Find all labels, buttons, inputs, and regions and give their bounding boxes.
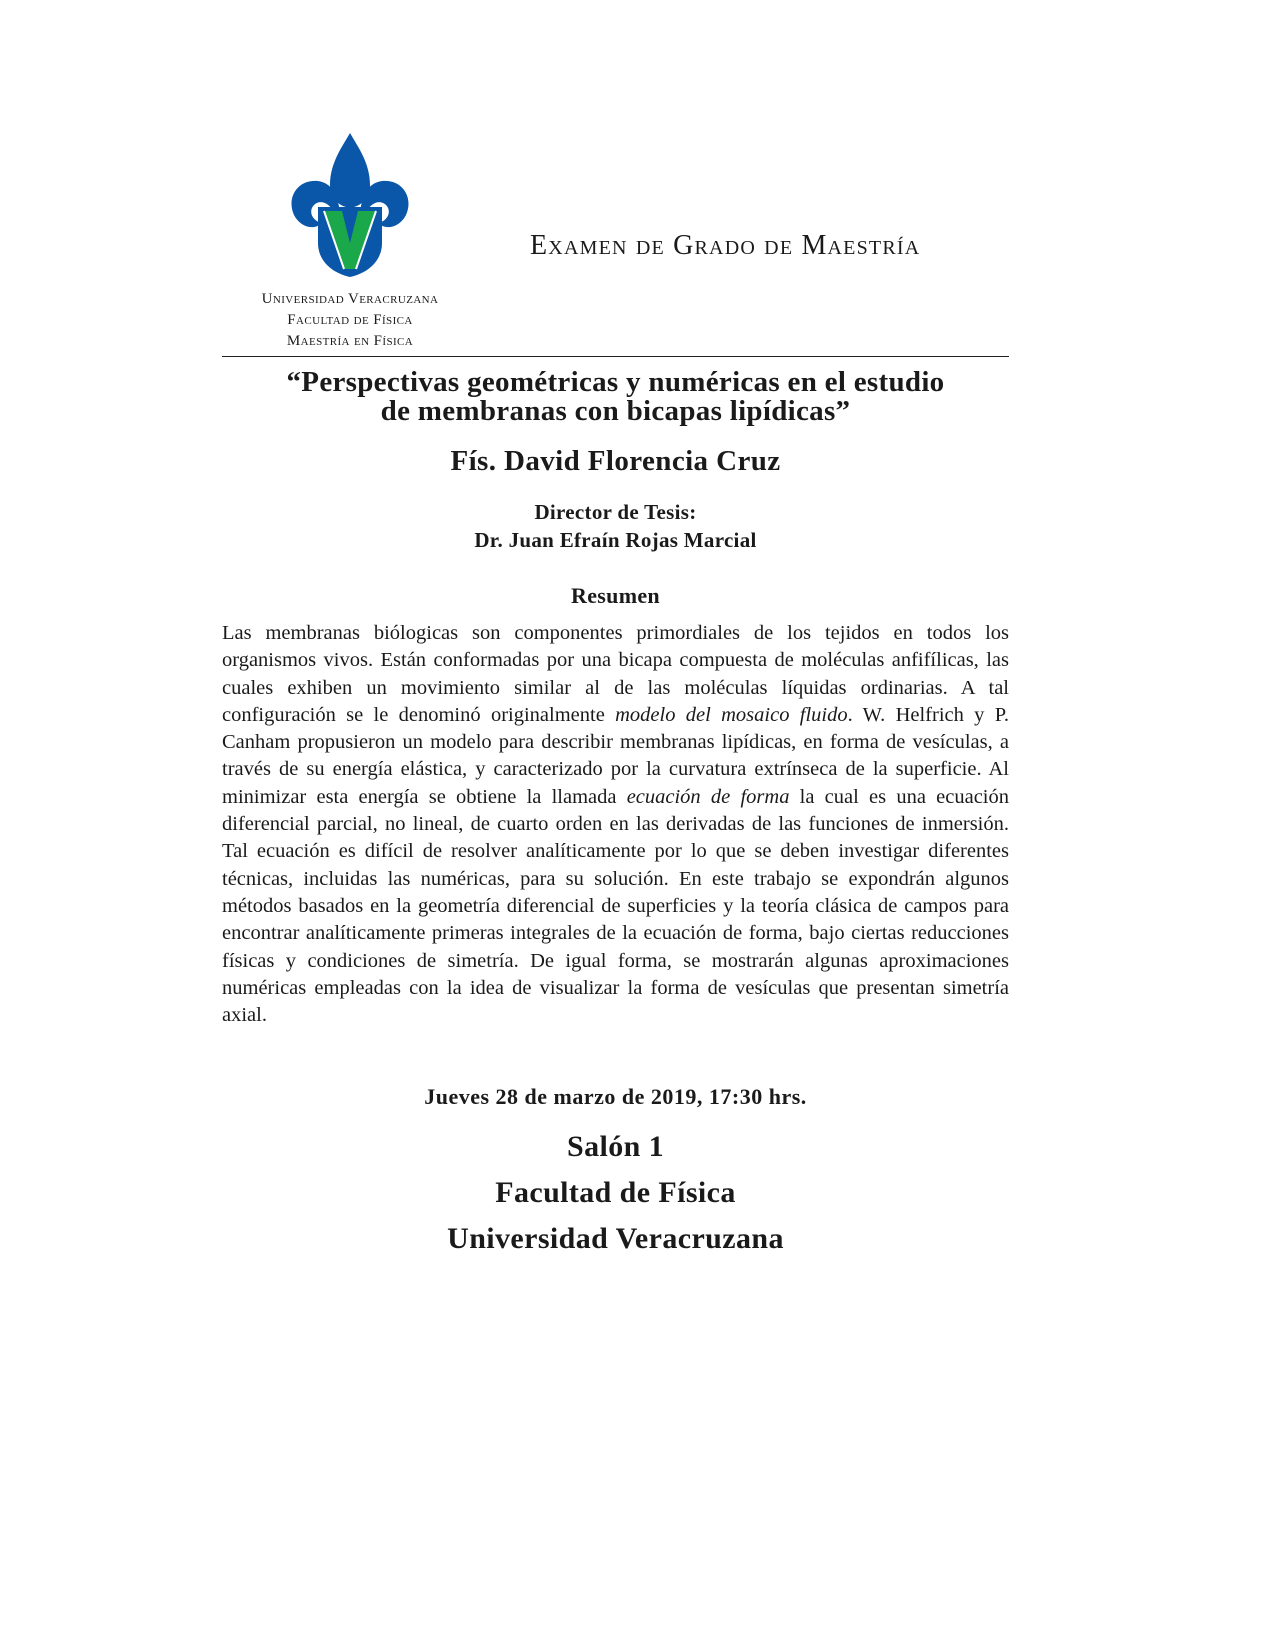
event-venue: [222, 1124, 1009, 1262]
event-date-time: Jueves 28 de marzo de 2019, 17:30 hrs.: [424, 1084, 807, 1109]
header-divider: [222, 356, 1009, 357]
thesis-title: [222, 368, 1009, 426]
university-block: [200, 289, 500, 352]
venue-room: Salón 1: [566, 1130, 664, 1163]
abstract-emphasis-2: ecuación de forma: [626, 785, 790, 808]
exam-title: Examen de Grado de Maestría: [530, 230, 921, 261]
program-name: Maestría en Física: [286, 333, 414, 349]
fleur-de-lis-v-logo-icon: [290, 133, 410, 277]
abstract-body: [222, 620, 1009, 1029]
university-name: Universidad Veracruzana: [261, 291, 439, 307]
abstract-emphasis-1: modelo del mosaico fluido: [615, 703, 848, 726]
abstract-heading: Resumen: [571, 583, 660, 608]
abstract-text-2: . W. Helfrich y P. Canham propusieron un modelo para describir membranas lipídicas, en forma de vesículas, a través de su energía elástica, y caracterizado por la curvatura extrínseca de la superficie. Al minimizar esta energía se obtiene la llamada: [222, 703, 1009, 808]
thesis-title-line1: “Perspectivas geométricas y numéricas en el estudio: [286, 366, 945, 398]
director-label: Director de Tesis:: [534, 500, 697, 524]
faculty-name: Facultad de Física: [287, 312, 413, 328]
abstract-text-3: la cual es una ecuación diferencial parcial, no lineal, de cuarto orden en las derivadas de las funciones de inmersión. Tal ecuación es difícil de resolver analíticamente por lo que se deben investigar diferentes técnicas, incluidas las numéricas, para su solución. En este trabajo se expondrán algunos métodos basados en la geometría diferencial de superficies y la teoría clásica de campos para encontrar analíticamente primeras integrales de la ecuación de forma, bajo ciertas reducciones físicas y condiciones de simetría. De igual forma, se mostrarán algunas aproximaciones numéricas empleadas con la idea de visualizar la forma de vesículas que presentan simetría axial.: [222, 785, 1009, 1027]
director-name: Dr. Juan Efraín Rojas Marcial: [474, 528, 757, 552]
abstract-text-1: Las membranas biólogicas son componentes primordiales de los tejidos en todos los organismos vivos. Están conformadas por una bicapa compuesta de moléculas anfifílicas, las cuales exhiben un movimiento similar al de las moléculas líquidas ordinarias. A tal configuración se le denominó originalmente: [222, 622, 1009, 726]
venue-university: Universidad Veracruzana: [447, 1222, 784, 1255]
thesis-title-line2: de membranas con bicapas lipídicas”: [380, 395, 851, 427]
venue-faculty: Facultad de Física: [495, 1176, 736, 1209]
author-name: Fís. David Florencia Cruz: [450, 445, 781, 477]
